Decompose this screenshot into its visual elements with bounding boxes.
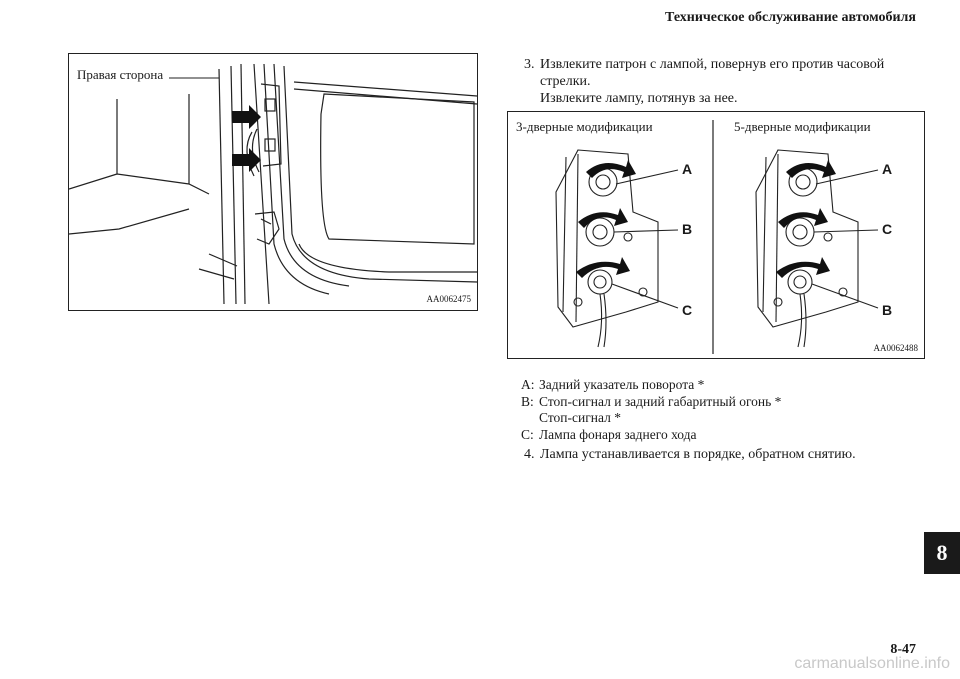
legend-key-b: B: <box>521 393 534 409</box>
legend <box>521 377 781 443</box>
door-opening-illustration <box>69 54 477 310</box>
label-3door: 3-дверные модификации <box>516 119 653 134</box>
figure-left-code: AA0062475 <box>426 294 471 304</box>
callout-3door-a: A <box>682 161 693 177</box>
step-3-line2: стрелки. <box>540 74 591 89</box>
step-3-line1: Извлеките патрон с лампой, повернув его против часовой <box>540 57 885 72</box>
lamp-3door <box>556 150 678 347</box>
figure-right-side <box>68 53 478 311</box>
figure-left-label: Правая сторона <box>77 67 164 82</box>
step-4-text: Лампа устанавливается в порядке, обратном снятию. <box>540 447 856 462</box>
legend-text-c: Лампа фонаря заднего хода <box>539 426 697 442</box>
callout-5door-c: C <box>882 221 893 237</box>
callout-3door-c: C <box>682 302 693 318</box>
legend-row-c <box>521 427 781 444</box>
step-3-number: 3. <box>524 57 535 72</box>
figure-tail-lamps <box>507 111 925 359</box>
callout-5door-a: A <box>882 161 893 177</box>
step-4 <box>524 446 924 463</box>
lamp-5door <box>756 150 878 347</box>
step-4-number: 4. <box>524 447 535 462</box>
figure-right-code: AA0062488 <box>873 343 918 353</box>
tail-lamp-illustration <box>508 112 924 358</box>
callout-3door-b: B <box>682 221 693 237</box>
page-number: 8-47 <box>890 642 916 657</box>
legend-row-a <box>521 377 781 394</box>
step-3 <box>524 56 924 107</box>
watermark: carmanualsonline.info <box>794 655 950 672</box>
running-header: Техническое обслуживание автомобиля <box>665 10 916 25</box>
arrow-icons <box>232 105 261 172</box>
legend-text-a: Задний указатель поворота * <box>539 377 705 392</box>
legend-text-b-1: Стоп-сигнал и задний габаритный огонь * <box>539 393 782 409</box>
callout-5door-b: B <box>882 302 893 318</box>
legend-key-a: A: <box>521 377 535 392</box>
label-5door: 5-дверные модификации <box>734 119 871 134</box>
legend-row-b <box>521 394 781 427</box>
step-3-line3: Извлеките лампу, потянув за нее. <box>540 91 738 106</box>
chapter-tab: 8 <box>924 532 960 574</box>
legend-key-c: C: <box>521 426 534 442</box>
legend-text-b-2: Стоп-сигнал * <box>539 410 621 425</box>
